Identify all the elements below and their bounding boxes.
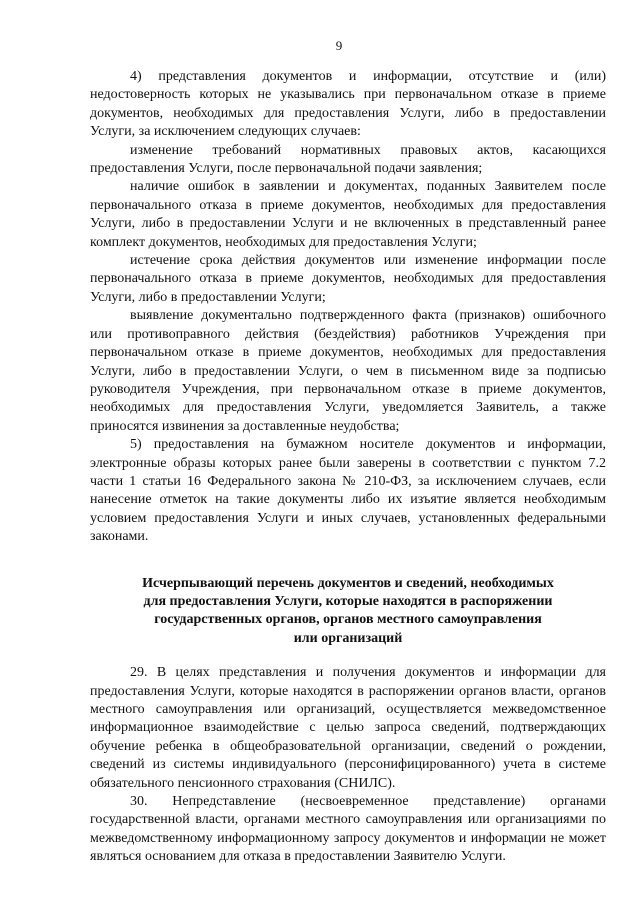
paragraph-erroneous-action: выявление документально подтвержденного факта (признаков) ошибочного или противоправного действия (бездействия) работников Учреждения при первоначальном отказе в приеме документов, необходимых для предоставления Услуги, либо в предоставлении Услуги, о чем в письменном виде за подписью руководителя Учреждения, при первоначальном отказе в приеме документов, необходимых для предоставления Услуги, уведомляется Заявитель, а также приносятся извинения за доставленные неудобства; (90, 308, 606, 434)
paragraph-application-errors: наличие ошибок в заявлении и документах, поданных Заявителем после первоначального отказа в приеме документов, необходимых для предоставления Услуги, либо в предоставлении Услуги и не включенных в представленный ранее комплект документов, необходимых для предоставления Услуги; (90, 179, 606, 250)
paragraph-regulation-change: изменение требований нормативных правовых актов, касающихся предоставления Услуги, после первоначальной подачи заявления; (90, 142, 606, 177)
document-page (90, 38, 606, 867)
paragraph-item-5: 5) предоставления на бумажном носителе документов и информации, электронные образы которых ранее были заверены в соответствии с пунктом 7.2 части 1 статьи 16 Федерального закона № 210-ФЗ, за исключением случаев, если нанесение отметок на такие документы либо их изъятие является необходимым условием предоставления Услуги и иных случаев, установленных федеральными законами. (90, 437, 606, 545)
heading-line: или организаций (293, 630, 403, 646)
section-heading (90, 575, 606, 649)
paragraph-document-expiry: истечение срока действия документов или изменение информации после первоначального отказа в приеме документов, необходимых для предоставления Услуги, либо в предоставлении Услуги; (90, 253, 606, 305)
heading-line: государственных органов, органов местного самоуправления (154, 612, 542, 628)
paragraph-30: 30. Непредставление (несвоевременное представление) органами государственной власти, органами местного самоуправления или организациями по межведомственному информационному запросу документов и информации не может являться основанием для отказа в предоставлении Заявителю Услуги. (90, 794, 606, 865)
heading-line: Исчерпывающий перечень документов и сведений, необходимых (142, 575, 554, 591)
page-number: 9 (335, 38, 343, 53)
paragraph-29: 29. В целях представления и получения документов и информации для предоставления Услуги, которые находятся в распоряжении органов власти, органов местного самоуправления или организаций, осуществляется межведомственное информационное взаимодействие с целью запроса сведений, подтверждающих обучение ребенка в общеобразовательной организации, сведений о рождении, сведений из системы индивидуального (персонифицированного) учета в системе обязательного пенсионного страхования (СНИЛС). (90, 665, 606, 791)
heading-line: для предоставления Услуги, которые находятся в распоряжении (143, 593, 553, 609)
paragraph-item-4: 4) представления документов и информации, отсутствие и (или) недостоверность которых не указывались при первоначальном отказе в приеме документов, необходимых для предоставления Услуги, либо в предоставлении Услуги, за исключением следующих случаев: (90, 69, 606, 140)
